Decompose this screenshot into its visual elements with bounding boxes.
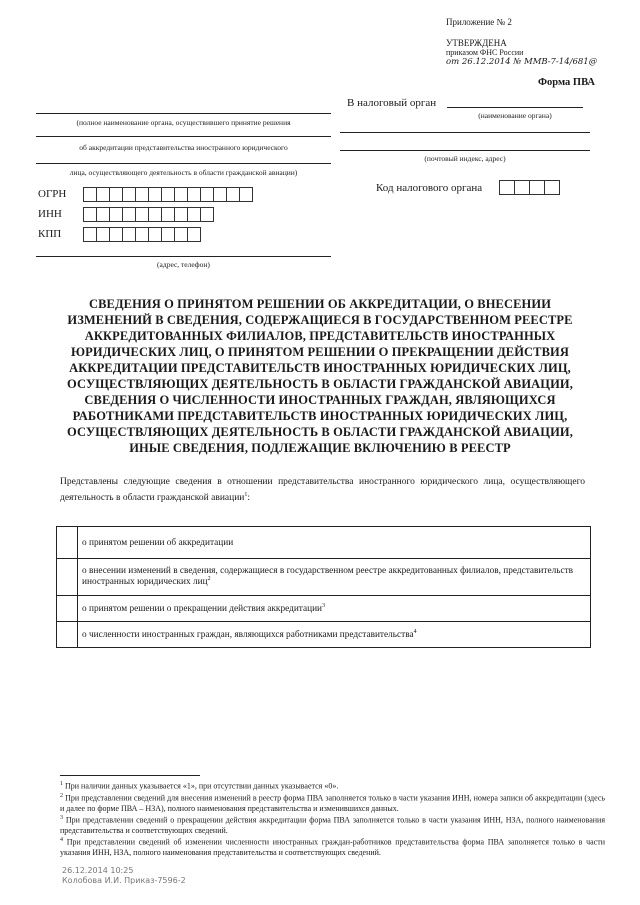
ogrn-cells[interactable] bbox=[83, 187, 252, 202]
ogrn-label: ОГРН bbox=[38, 188, 67, 200]
tax-code-cells[interactable] bbox=[499, 180, 559, 195]
org-name-line-3 bbox=[36, 163, 331, 164]
print-author: Колобова И.И. Приказ-7596-2 bbox=[62, 876, 186, 885]
appendix-number: Приложение № 2 bbox=[446, 17, 512, 27]
inn-cells[interactable] bbox=[83, 207, 213, 222]
footnote-1: $^1$ При наличии данных указывается «1», при отсутствии данных указывается «0». bbox=[60, 781, 339, 791]
tax-name-line[interactable] bbox=[340, 132, 590, 133]
approved-label: УТВЕРЖДЕНА bbox=[446, 38, 507, 48]
option-checkbox-termination[interactable] bbox=[57, 596, 78, 622]
option-row bbox=[57, 622, 591, 648]
address-line bbox=[36, 256, 331, 257]
footnote-4: $^4$ При представлении сведений об изменении численности иностранных граждан-работников представительства форма ПВА заполняется только в части указания ИНН, НЗА, полного наименования представительства и соответствующих сведений. bbox=[60, 837, 606, 857]
option-row bbox=[57, 559, 591, 596]
tax-authority-label: В налоговый орган bbox=[347, 97, 437, 109]
address-caption: (адрес, телефон) bbox=[157, 260, 210, 269]
inn-label: ИНН bbox=[38, 208, 62, 220]
tax-code-label: Код налогового органа bbox=[376, 182, 483, 194]
tax-authority-line[interactable] bbox=[447, 107, 583, 108]
org-name-caption-1: (полное наименование органа, осуществившего принятие решения bbox=[76, 118, 291, 127]
option-label: о принятом решении о прекращении действия аккредитации$^3$ bbox=[78, 596, 591, 622]
postal-line[interactable] bbox=[340, 150, 590, 151]
org-name-caption-3: лица, осуществляющего деятельность в области гражданской авиации) bbox=[69, 168, 298, 177]
print-timestamp: 26.12.2014 10:25 bbox=[62, 866, 134, 875]
intro-paragraph: Представлены следующие сведения в отношении представительства иностранного юридического лица, осуществляющего деятельность в области гражданской авиации$^1$: bbox=[60, 477, 585, 504]
option-checkbox-accreditation[interactable] bbox=[57, 527, 78, 559]
option-row bbox=[57, 596, 591, 622]
order-line-1: приказом ФНС России bbox=[446, 48, 524, 57]
org-name-line-2 bbox=[36, 136, 331, 137]
options-table bbox=[56, 526, 591, 648]
org-name-caption-2: об аккредитации представительства иностранного юридического bbox=[79, 143, 288, 152]
org-name-line-1 bbox=[36, 113, 331, 114]
order-line-2: от 26.12.2014 № ММВ-7-14/681@ bbox=[446, 57, 598, 67]
option-label: о принятом решении об аккредитации bbox=[78, 527, 591, 559]
footnote-3: $^3$ При представлении сведений о прекращении действия аккредитации форма ПВА заполняется только в части указания ИНН, НЗА, полного наименования представительства и соответствующих сведений. bbox=[60, 815, 606, 835]
tax-authority-caption: (наименование органа) bbox=[478, 111, 552, 120]
option-label: о численности иностранных граждан, являющихся работниками представительства$^4$ bbox=[78, 622, 591, 648]
postal-caption: (почтовый индекс, адрес) bbox=[424, 154, 506, 163]
option-row bbox=[57, 527, 591, 559]
form-name: Форма ПВА bbox=[538, 77, 595, 88]
footnote-separator bbox=[60, 775, 200, 776]
kpp-cells[interactable] bbox=[83, 227, 200, 242]
option-checkbox-staff[interactable] bbox=[57, 622, 78, 648]
footnote-2: $^2$ При представлении сведений для внесения изменений в реестр форма ПВА заполняется только в части указания ИНН, номера записи об аккредитации (здесь и далее по форме ПВА – НЗА), полного наименования представительства и изменившихся данных. bbox=[60, 793, 606, 813]
kpp-label: КПП bbox=[38, 228, 62, 240]
option-checkbox-changes[interactable] bbox=[57, 559, 78, 596]
document-title: СВЕДЕНИЯ О ПРИНЯТОМ РЕШЕНИИ ОБ АККРЕДИТАЦИИ, О ВНЕСЕНИИ ИЗМЕНЕНИЙ В СВЕДЕНИЯ, СОДЕРЖАЩИЕСЯ В ГОСУДАРСТВЕННОМ РЕЕСТРЕ АККРЕДИТОВАННЫХ ФИЛИАЛОВ, ПРЕДСТАВИТЕЛЬСТВ ИНОСТРАННЫХ ЮРИДИЧЕСКИХ ЛИЦ, О ПРИНЯТОМ РЕШЕНИИ О ПРЕКРАЩЕНИИ ДЕЙСТВИЯ АККРЕДИТАЦИИ ПРЕДСТАВИТЕЛЬСТВ ИНОСТРАННЫХ ЮРИДИЧЕСКИХ ЛИЦ, ОСУЩЕСТВЛЯЮЩИХ ДЕЯТЕЛЬНОСТЬ В ОБЛАСТИ ГРАЖДАНСКОЙ АВИАЦИИ, СВЕДЕНИЯ О ЧИСЛЕННОСТИ ИНОСТРАННЫХ ГРАЖДАН, ЯВЛЯЮЩИХСЯ РАБОТНИКАМИ ПРЕДСТАВИТЕЛЬСТВ ИНОСТРАННЫХ ЮРИДИЧЕСКИХ ЛИЦ, ОСУЩЕСТВЛЯЮЩИХ ДЕЯТЕЛЬНОСТЬ В ОБЛАСТИ ГРАЖДАНСКОЙ АВИАЦИИ, ИНЫЕ СВЕДЕНИЯ, ПОДЛЕЖАЩИЕ ВКЛЮЧЕНИЮ В РЕЕСТР bbox=[67, 297, 573, 455]
option-label: о внесении изменений в сведения, содержащиеся в государственном реестре аккредитованных филиалов, представительств иностранных юридических лиц$^2$ bbox=[78, 559, 591, 596]
